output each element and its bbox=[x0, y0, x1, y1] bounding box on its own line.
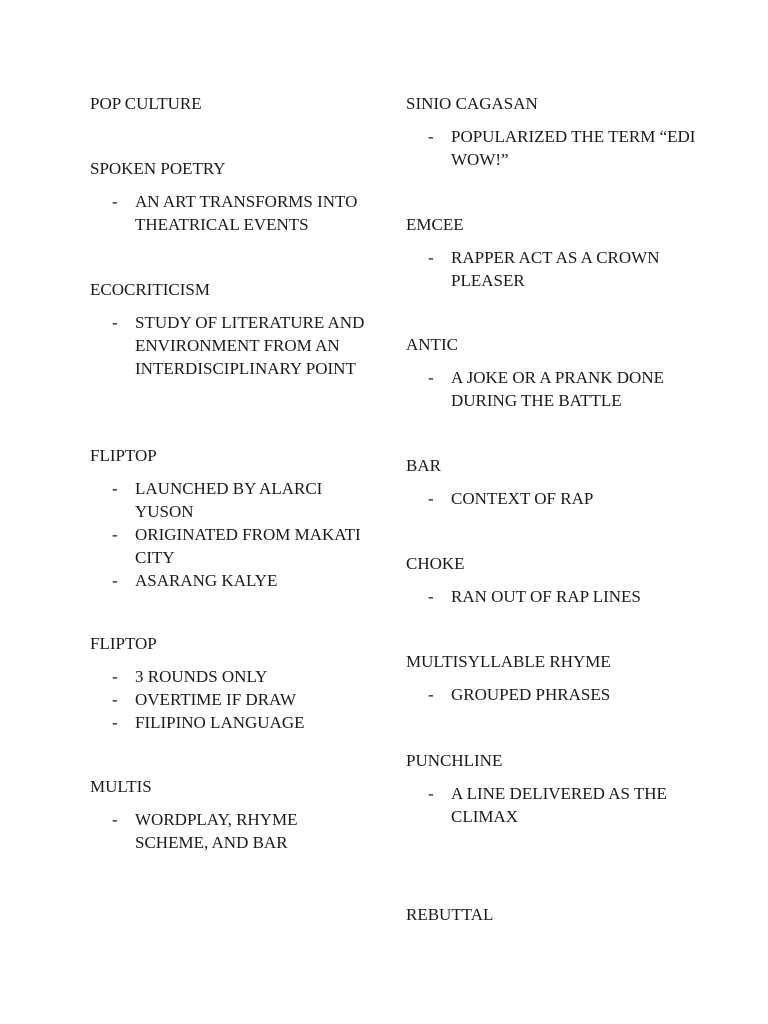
term-ecocriticism: ECOCRITICISM bbox=[90, 280, 210, 299]
bullet-dash: - bbox=[428, 784, 434, 803]
term-sinio-cagasan: SINIO CAGASAN bbox=[406, 94, 538, 113]
bullet-dash: - bbox=[428, 685, 434, 704]
list-item: - CONTEXT OF RAP bbox=[428, 489, 594, 508]
list-item: - ORIGINATED FROM MAKATI CITY bbox=[112, 525, 361, 567]
bullet-dash: - bbox=[112, 690, 118, 709]
antic-list bbox=[428, 366, 698, 412]
term-bar: BAR bbox=[406, 456, 441, 475]
term-pop-culture: POP CULTURE bbox=[90, 94, 202, 113]
list-item: - OVERTIME IF DRAW bbox=[112, 690, 296, 709]
multis-list bbox=[112, 808, 372, 854]
punchline-list bbox=[428, 782, 698, 828]
bullet-dash: - bbox=[112, 713, 118, 732]
ecocriticism-list bbox=[112, 311, 372, 380]
term-choke: CHOKE bbox=[406, 554, 465, 573]
list-item: - POPULARIZED THE TERM “EDI WOW!” bbox=[428, 127, 696, 169]
term-fliptop-rules: FLIPTOP bbox=[90, 634, 157, 653]
fliptop-rules-list bbox=[112, 665, 372, 734]
list-item: - FILIPINO LANGUAGE bbox=[112, 713, 305, 732]
list-item: - RAN OUT OF RAP LINES bbox=[428, 587, 641, 606]
spoken-poetry-list bbox=[112, 190, 372, 236]
list-item: - A LINE DELIVERED AS THE CLIMAX bbox=[428, 784, 667, 826]
multisyllable-rhyme-list bbox=[428, 683, 698, 706]
list-item: - ASARANG KALYE bbox=[112, 571, 278, 590]
term-rebuttal: REBUTTAL bbox=[406, 905, 494, 924]
bullet-dash: - bbox=[112, 571, 118, 590]
choke-list bbox=[428, 585, 698, 608]
term-multisyllable-rhyme: MULTISYLLABLE RHYME bbox=[406, 652, 611, 671]
bullet-dash: - bbox=[112, 667, 118, 686]
bullet-dash: - bbox=[428, 489, 434, 508]
list-item: - RAPPER ACT AS A CROWN PLEASER bbox=[428, 248, 660, 290]
list-item: - WORDPLAY, RHYME SCHEME, AND BAR bbox=[112, 810, 298, 852]
bullet-dash: - bbox=[428, 248, 434, 267]
emcee-list bbox=[428, 246, 698, 292]
term-spoken-poetry: SPOKEN POETRY bbox=[90, 159, 226, 178]
term-emcee: EMCEE bbox=[406, 215, 464, 234]
list-item: - AN ART TRANSFORMS INTO THEATRICAL EVENTS bbox=[112, 192, 358, 234]
fliptop-list bbox=[112, 477, 372, 592]
list-item: - A JOKE OR A PRANK DONE DURING THE BATTLE bbox=[428, 368, 664, 410]
bar-list bbox=[428, 487, 698, 510]
bullet-dash: - bbox=[112, 479, 118, 498]
sinio-cagasan-list bbox=[428, 125, 698, 171]
bullet-dash: - bbox=[428, 587, 434, 606]
bullet-dash: - bbox=[112, 192, 118, 211]
bullet-dash: - bbox=[112, 810, 118, 829]
bullet-dash: - bbox=[112, 313, 118, 332]
term-antic: ANTIC bbox=[406, 335, 458, 354]
list-item: - GROUPED PHRASES bbox=[428, 685, 611, 704]
term-multis: MULTIS bbox=[90, 777, 152, 796]
bullet-dash: - bbox=[428, 368, 434, 387]
term-fliptop: FLIPTOP bbox=[90, 446, 157, 465]
bullet-dash: - bbox=[112, 525, 118, 544]
term-punchline: PUNCHLINE bbox=[406, 751, 503, 770]
list-item: - STUDY OF LITERATURE AND ENVIRONMENT FROM AN INTERDISCIPLINARY POINT bbox=[112, 313, 365, 378]
list-item: - LAUNCHED BY ALARCI YUSON bbox=[112, 479, 323, 521]
list-item: - 3 ROUNDS ONLY bbox=[112, 667, 268, 686]
bullet-dash: - bbox=[428, 127, 434, 146]
